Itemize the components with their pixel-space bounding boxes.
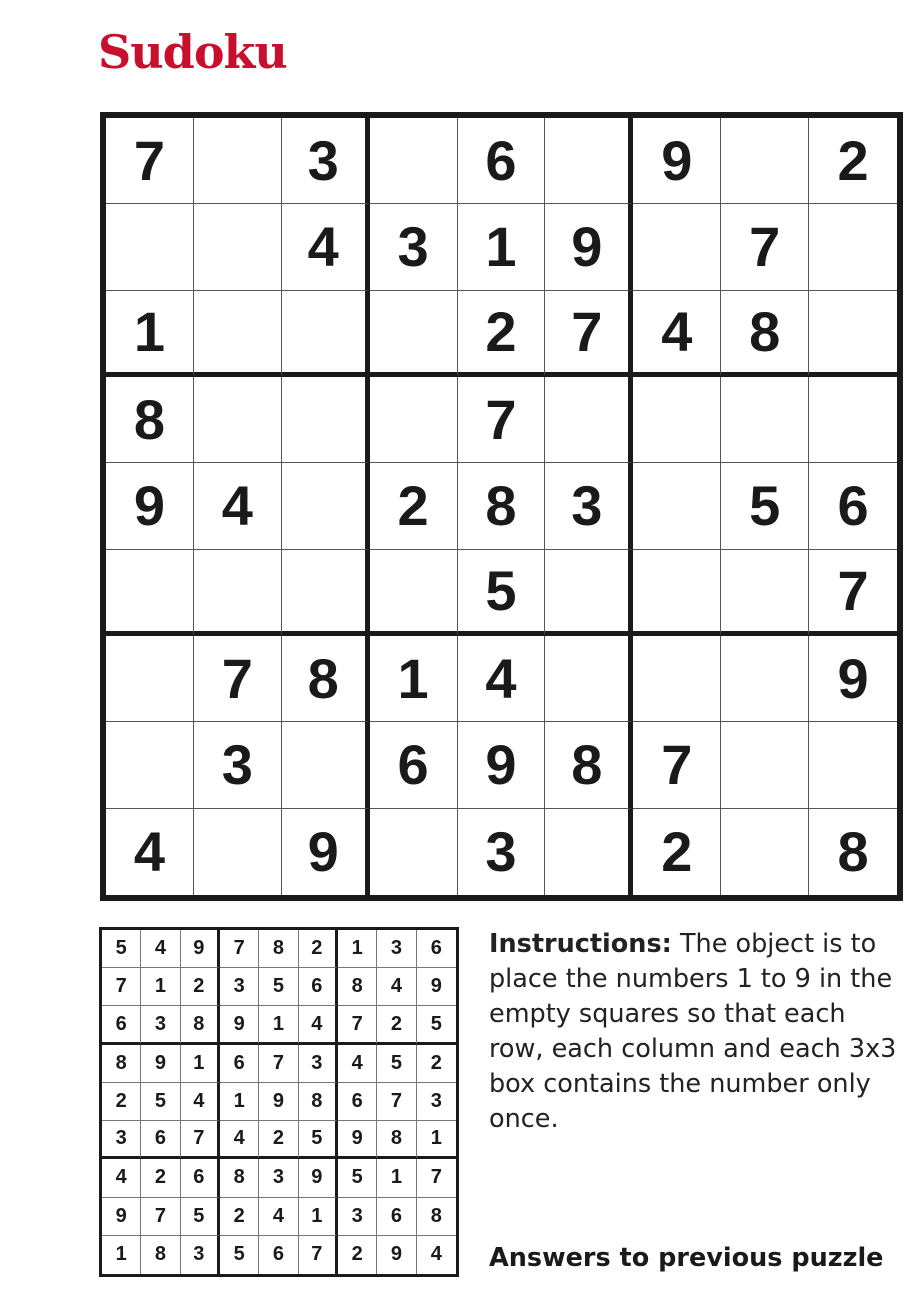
puzzle-cell[interactable] <box>721 809 809 895</box>
previous-answers-grid <box>99 927 459 1277</box>
answer-cell: 7 <box>417 1159 456 1197</box>
puzzle-cell[interactable] <box>545 377 633 463</box>
answer-cell: 2 <box>259 1121 298 1159</box>
puzzle-cell[interactable] <box>106 636 194 722</box>
puzzle-cell: 6 <box>370 722 458 808</box>
puzzle-cell[interactable] <box>194 204 282 290</box>
puzzle-cell[interactable] <box>721 722 809 808</box>
puzzle-cell: 8 <box>458 463 546 549</box>
puzzle-cell: 3 <box>282 118 370 204</box>
answer-cell: 7 <box>259 1045 298 1083</box>
answer-cell: 5 <box>181 1198 220 1236</box>
answer-cell: 7 <box>220 930 259 968</box>
answer-cell: 9 <box>141 1045 180 1083</box>
answer-cell: 4 <box>338 1045 377 1083</box>
answer-cell: 2 <box>377 1006 416 1044</box>
page-title: Sudoku <box>98 25 287 79</box>
answer-cell: 5 <box>220 1236 259 1274</box>
answer-cell: 5 <box>102 930 141 968</box>
puzzle-cell: 8 <box>721 291 809 377</box>
puzzle-cell: 9 <box>282 809 370 895</box>
instructions-label: Instructions: <box>489 929 672 959</box>
answer-cell: 8 <box>141 1236 180 1274</box>
answer-cell: 8 <box>417 1198 456 1236</box>
answer-cell: 8 <box>181 1006 220 1044</box>
answer-cell: 3 <box>102 1121 141 1159</box>
answer-cell: 7 <box>338 1006 377 1044</box>
answer-cell: 9 <box>417 968 456 1006</box>
answer-cell: 8 <box>377 1121 416 1159</box>
puzzle-cell: 2 <box>633 809 721 895</box>
puzzle-cell[interactable] <box>282 463 370 549</box>
answer-cell: 7 <box>141 1198 180 1236</box>
sudoku-puzzle-grid <box>100 112 903 901</box>
answer-cell: 2 <box>299 930 338 968</box>
answer-cell: 5 <box>141 1083 180 1121</box>
puzzle-cell[interactable] <box>633 463 721 549</box>
answer-cell: 6 <box>417 930 456 968</box>
instructions <box>489 927 899 1137</box>
answer-cell: 7 <box>377 1083 416 1121</box>
puzzle-cell[interactable] <box>282 291 370 377</box>
answer-cell: 4 <box>102 1159 141 1197</box>
puzzle-cell[interactable] <box>809 204 897 290</box>
puzzle-cell[interactable] <box>545 118 633 204</box>
answers-caption: Answers to previous puzzle <box>489 1243 884 1273</box>
answer-cell: 1 <box>377 1159 416 1197</box>
answer-cell: 1 <box>102 1236 141 1274</box>
answer-cell: 1 <box>181 1045 220 1083</box>
answer-cell: 4 <box>259 1198 298 1236</box>
answer-cell: 6 <box>299 968 338 1006</box>
puzzle-cell[interactable] <box>282 550 370 636</box>
puzzle-cell[interactable] <box>370 809 458 895</box>
puzzle-cell: 8 <box>837 820 869 884</box>
answer-cell: 9 <box>220 1006 259 1044</box>
puzzle-cell[interactable] <box>194 118 282 204</box>
puzzle-cell: 9 <box>809 636 897 722</box>
puzzle-cell[interactable] <box>721 118 809 204</box>
puzzle-cell: 3 <box>370 204 458 290</box>
puzzle-cell: 3 <box>458 809 546 895</box>
answer-cell: 1 <box>299 1198 338 1236</box>
puzzle-cell: 1 <box>458 204 546 290</box>
puzzle-cell[interactable] <box>370 550 458 636</box>
answer-cell: 4 <box>141 930 180 968</box>
answer-cell: 9 <box>102 1198 141 1236</box>
puzzle-cell[interactable] <box>282 722 370 808</box>
answer-cell: 1 <box>259 1006 298 1044</box>
answer-cell: 3 <box>338 1198 377 1236</box>
answer-cell: 8 <box>220 1159 259 1197</box>
puzzle-cell: 7 <box>633 722 721 808</box>
answer-cell: 5 <box>259 968 298 1006</box>
puzzle-cell[interactable] <box>721 550 809 636</box>
answer-cell: 1 <box>141 968 180 1006</box>
puzzle-cell[interactable] <box>106 722 194 808</box>
puzzle-cell: 4 <box>282 204 370 290</box>
puzzle-cell[interactable] <box>194 291 282 377</box>
answer-cell: 7 <box>181 1121 220 1159</box>
answer-cell: 3 <box>141 1006 180 1044</box>
answer-cell: 6 <box>102 1006 141 1044</box>
answer-cell: 1 <box>338 930 377 968</box>
puzzle-cell[interactable] <box>633 636 721 722</box>
answer-cell: 9 <box>299 1159 338 1197</box>
puzzle-cell: 3 <box>545 463 633 549</box>
answer-cell: 6 <box>377 1198 416 1236</box>
answer-cell: 9 <box>377 1236 416 1274</box>
answer-cell: 9 <box>181 930 220 968</box>
answer-cell: 2 <box>220 1198 259 1236</box>
puzzle-cell[interactable] <box>282 377 370 463</box>
puzzle-cell: 9 <box>545 204 633 290</box>
answer-cell: 3 <box>220 968 259 1006</box>
answer-cell: 8 <box>259 930 298 968</box>
answer-cell: 6 <box>181 1159 220 1197</box>
answer-cell: 1 <box>417 1121 456 1159</box>
puzzle-cell: 2 <box>809 118 897 204</box>
answer-cell: 5 <box>338 1159 377 1197</box>
answer-cell: 4 <box>181 1083 220 1121</box>
answer-cell: 4 <box>377 968 416 1006</box>
instructions-text: The object is to place the numbers 1 to 9 in the empty squares so that each row, each column and each 3x3 box contains the number only once. <box>489 929 897 1134</box>
puzzle-cell: 5 <box>458 550 546 636</box>
answer-cell: 5 <box>417 1006 456 1044</box>
answer-cell: 8 <box>338 968 377 1006</box>
puzzle-cell: 2 <box>458 291 546 377</box>
puzzle-cell: 8 <box>106 377 194 463</box>
puzzle-cell: 7 <box>721 204 809 290</box>
puzzle-cell: 5 <box>721 463 809 549</box>
puzzle-cell[interactable] <box>106 550 194 636</box>
puzzle-cell[interactable] <box>633 377 721 463</box>
puzzle-cell: 8 <box>545 722 633 808</box>
answer-cell: 2 <box>141 1159 180 1197</box>
puzzle-cell[interactable] <box>809 377 897 463</box>
puzzle-cell[interactable] <box>633 550 721 636</box>
answer-cell: 5 <box>299 1121 338 1159</box>
answer-cell: 8 <box>299 1083 338 1121</box>
answer-cell: 4 <box>430 1243 442 1266</box>
answer-cell: 3 <box>299 1045 338 1083</box>
puzzle-cell[interactable] <box>194 809 282 895</box>
puzzle-cell: 2 <box>370 463 458 549</box>
puzzle-cell: 6 <box>809 463 897 549</box>
puzzle-cell: 7 <box>458 377 546 463</box>
puzzle-cell: 1 <box>370 636 458 722</box>
puzzle-cell[interactable] <box>545 809 633 895</box>
answer-cell: 4 <box>299 1006 338 1044</box>
answer-cell: 6 <box>220 1045 259 1083</box>
puzzle-cell: 9 <box>106 463 194 549</box>
puzzle-cell[interactable] <box>809 291 897 377</box>
answer-cell: 5 <box>377 1045 416 1083</box>
puzzle-cell[interactable] <box>809 722 897 808</box>
puzzle-cell[interactable] <box>545 636 633 722</box>
puzzle-cell[interactable] <box>194 550 282 636</box>
puzzle-cell: 7 <box>809 550 897 636</box>
answer-cell: 3 <box>181 1236 220 1274</box>
puzzle-cell: 7 <box>194 636 282 722</box>
answer-cell: 2 <box>181 968 220 1006</box>
answer-cell: 6 <box>338 1083 377 1121</box>
answer-cell: 9 <box>259 1083 298 1121</box>
puzzle-cell[interactable] <box>721 377 809 463</box>
puzzle-cell[interactable] <box>633 204 721 290</box>
answer-cell: 6 <box>259 1236 298 1274</box>
puzzle-cell: 4 <box>106 809 194 895</box>
puzzle-cell: 8 <box>282 636 370 722</box>
answer-cell: 3 <box>259 1159 298 1197</box>
answer-cell: 6 <box>141 1121 180 1159</box>
answer-cell: 2 <box>102 1083 141 1121</box>
puzzle-cell[interactable] <box>370 118 458 204</box>
puzzle-cell: 7 <box>545 291 633 377</box>
puzzle-cell: 3 <box>194 722 282 808</box>
answer-cell: 9 <box>338 1121 377 1159</box>
puzzle-cell: 4 <box>458 636 546 722</box>
puzzle-cell: 4 <box>633 291 721 377</box>
answer-cell: 3 <box>417 1083 456 1121</box>
answer-cell: 7 <box>102 968 141 1006</box>
answer-cell: 1 <box>220 1083 259 1121</box>
puzzle-cell: 4 <box>194 463 282 549</box>
puzzle-cell: 9 <box>458 722 546 808</box>
puzzle-cell: 7 <box>106 118 194 204</box>
puzzle-cell[interactable] <box>545 550 633 636</box>
answer-cell: 2 <box>338 1236 377 1274</box>
puzzle-cell[interactable] <box>370 377 458 463</box>
puzzle-cell: 1 <box>106 291 194 377</box>
puzzle-cell: 9 <box>633 118 721 204</box>
answer-cell: 4 <box>220 1121 259 1159</box>
puzzle-cell: 6 <box>458 118 546 204</box>
answer-cell: 3 <box>377 930 416 968</box>
puzzle-cell[interactable] <box>370 291 458 377</box>
puzzle-cell[interactable] <box>194 377 282 463</box>
puzzle-cell[interactable] <box>721 636 809 722</box>
answer-cell: 8 <box>102 1045 141 1083</box>
puzzle-cell[interactable] <box>106 204 194 290</box>
answer-cell: 7 <box>299 1236 338 1274</box>
answer-cell: 2 <box>417 1045 456 1083</box>
